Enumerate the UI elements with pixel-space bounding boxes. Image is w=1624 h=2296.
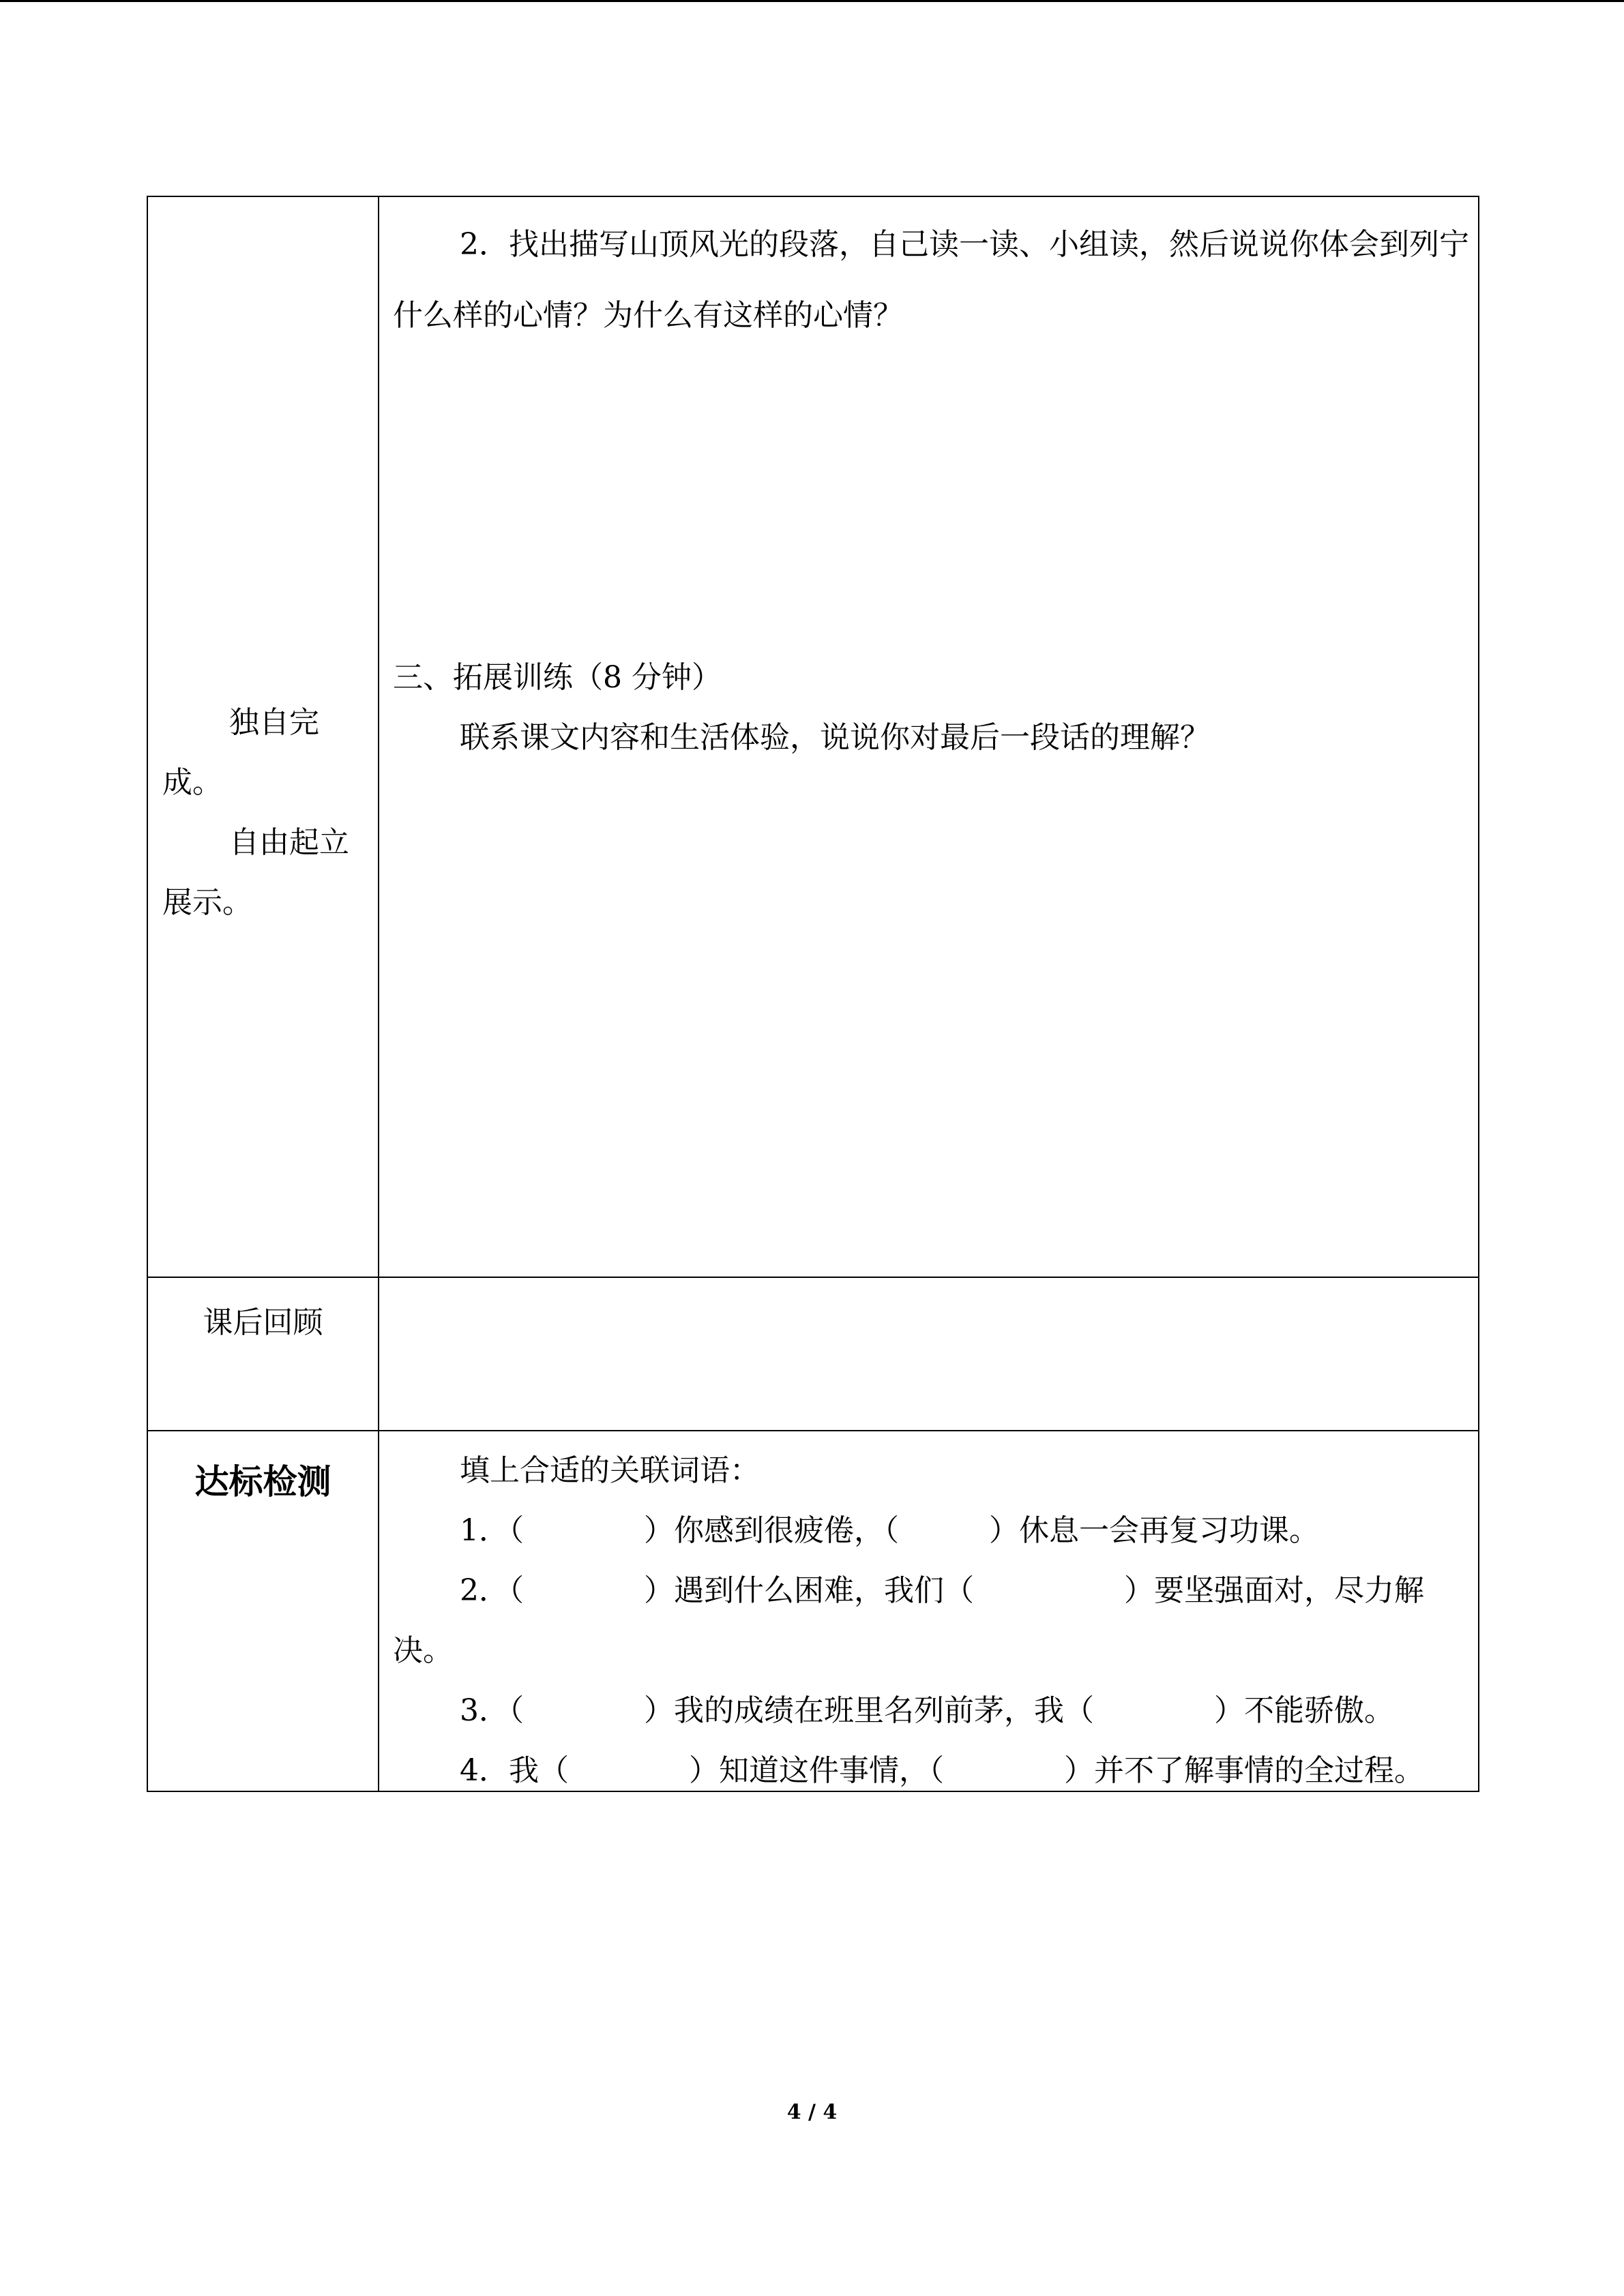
exercise-intro: 填上合适的关联词语： [460, 1453, 760, 1488]
worksheet-table [147, 196, 1479, 1792]
review-answer-cell[interactable] [379, 1277, 1479, 1431]
activity-notes [162, 693, 367, 933]
row2-left-cell [147, 1277, 379, 1431]
section-3-title: 三、拓展训练（8 分钟） [393, 660, 722, 695]
note-complete-alone: 独自完成。 [162, 705, 319, 800]
exercise-item-4: 4．我（ ）知道这件事情，（ ）并不了解事情的全过程。 [460, 1753, 1424, 1788]
review-label: 课后回顾 [203, 1305, 323, 1340]
page-top-border [0, 0, 1624, 2]
row3-right-cell [379, 1431, 1479, 1791]
row1-right-cell [379, 196, 1479, 1277]
row1-left-cell [147, 196, 379, 1277]
assessment-heading: 达标检测 [194, 1462, 331, 1502]
exercise-item-1: 1．（ ）你感到很疲倦，（ ）休息一会再复习功课。 [460, 1513, 1319, 1548]
page-number: 4 / 4 [786, 2100, 838, 2124]
note-stand-and-show: 自由起立展示。 [162, 825, 349, 920]
table-row [147, 1277, 1479, 1431]
section-3-question: 联系课文内容和生活体验，说说你对最后一段话的理解？ [460, 720, 1210, 755]
row3-left-cell [147, 1431, 379, 1791]
exercise-item-2: 2．（ ）遇到什么困难，我们（ ）要坚强面对，尽力解决。 [393, 1573, 1424, 1668]
exercise-item-3: 3．（ ）我的成绩在班里名列前茅，我（ ）不能骄傲。 [460, 1693, 1394, 1728]
table-row [147, 196, 1479, 1277]
table-row [147, 1431, 1479, 1791]
question-2: 2．找出描写山顶风光的段落，自己读一读、小组读，然后说说你体会到列宁什么样的心情？为什么有这样的心情？ [393, 227, 1469, 333]
